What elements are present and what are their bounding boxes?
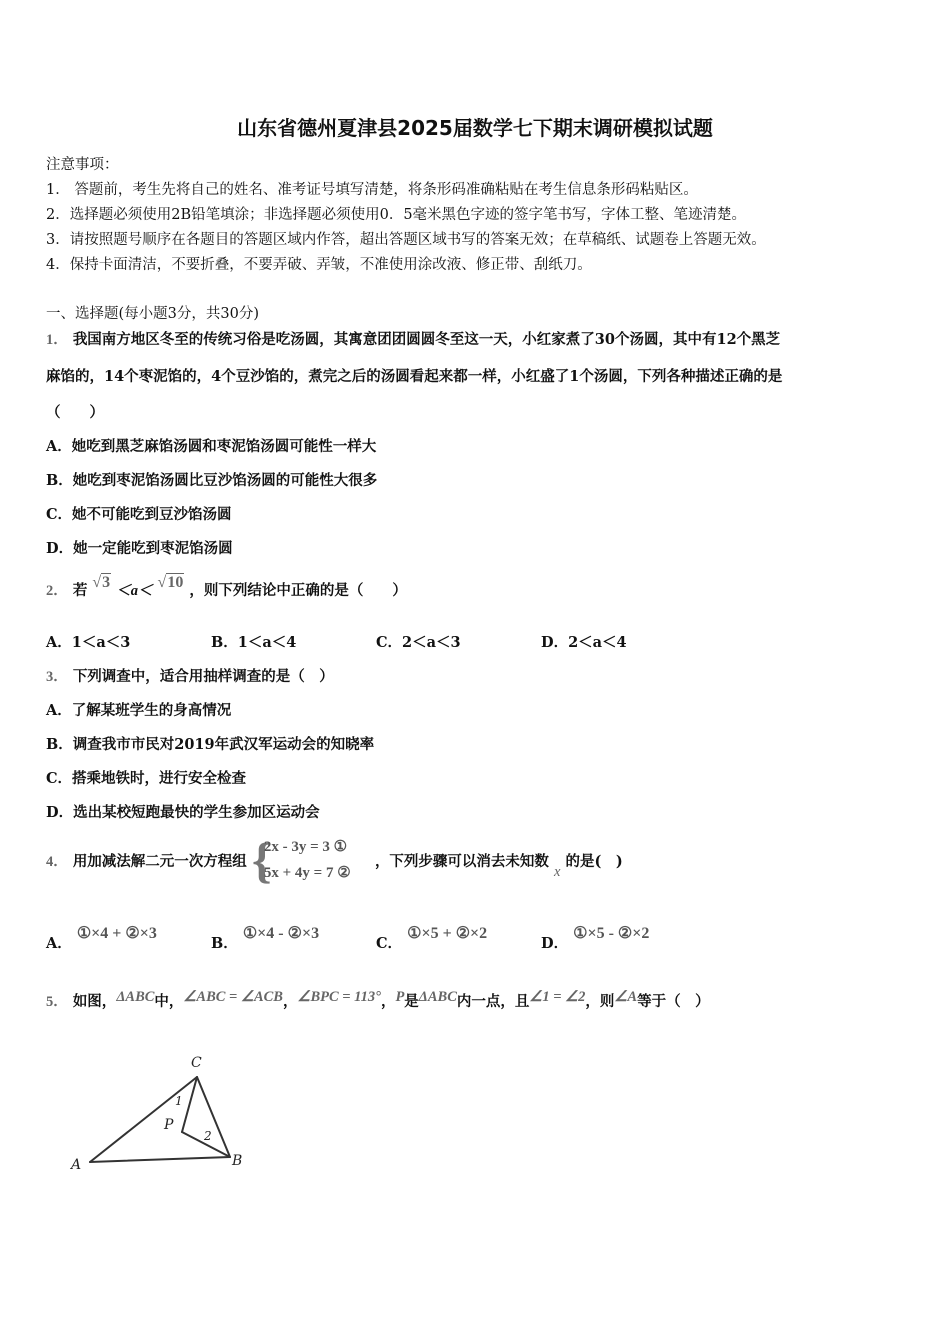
q4-stem	[46, 832, 623, 889]
side-bc	[197, 1077, 230, 1157]
q5-triangle-abc: ΔABC	[116, 989, 155, 1005]
label-b: B	[232, 1153, 243, 1169]
q2-option-a: A．1＜a＜3	[46, 634, 131, 651]
section-heading: 一、选择题(每小题3分，共30分)	[46, 306, 259, 322]
q2-option-d: D．2＜a＜4	[541, 634, 627, 651]
q5-text-8: 等于（ ）	[637, 993, 710, 1010]
q5-text-5: 是	[404, 993, 419, 1010]
q4-pre: 用加减法解二元一次方程组	[72, 853, 247, 870]
equation-1: 2x - 3y = 3 ①	[263, 839, 348, 855]
q5-triangle-abc-2: ΔABC	[418, 989, 457, 1005]
page-title: 山东省德州夏津县2025届数学七下期末调研模拟试题	[237, 116, 713, 140]
q5-text-3: ，	[282, 993, 298, 1010]
sqrt-10: √10	[157, 574, 184, 591]
q3-option-c: C．搭乘地铁时，进行安全检查	[46, 770, 247, 787]
q4-post: 的是( )	[565, 853, 623, 870]
q2-stem	[46, 574, 407, 600]
q4-option-c-expr: ①×5 + ②×2	[407, 925, 488, 942]
q2-inequality: ＜a＜	[116, 583, 153, 599]
q3-option-b: B．调查我市市民对2019年武汉军运动会的知晓率	[46, 736, 375, 753]
q4-option-d-expr: ①×5 - ②×2	[573, 925, 650, 942]
q3-number: 3．	[46, 669, 68, 685]
q5-text-6: 内一点，且	[456, 993, 530, 1010]
q4-option-b-letter: B．	[211, 935, 238, 952]
q1-stem-line1: 我国南方地区冬至的传统习俗是吃汤圆，其寓意团团圆圆冬至这一天，小红家煮了30个汤圆，其中有12个黑芝	[72, 331, 781, 348]
label-angle-2: 2	[204, 1129, 212, 1143]
q3-stem-line	[46, 665, 334, 686]
q4-option-d-letter: D．	[541, 935, 569, 952]
equation-system	[251, 832, 370, 889]
q1-option-c: C．她不可能吃到豆沙馅汤圆	[46, 506, 232, 523]
q5-angle-eq: ∠ABC = ∠ACB	[183, 989, 283, 1005]
label-angle-1: 1	[175, 1094, 183, 1108]
label-p: P	[164, 1117, 174, 1133]
q4-option-c-letter: C．	[376, 935, 403, 952]
q4-mid: ，下列步骤可以消去未知数	[374, 853, 549, 870]
q2-pre: 若	[72, 582, 88, 599]
q1-stem-line3: （ ）	[46, 404, 104, 421]
side-ac	[90, 1077, 197, 1162]
q5-angle-12: ∠1 = ∠2	[529, 989, 586, 1005]
q2-option-c: C．2＜a＜3	[376, 634, 461, 651]
notice-item-1: 1． 答题前，考生先将自己的姓名、准考证号填写清楚，将条形码准确粘贴在考生信息条形码粘贴区。	[46, 182, 698, 198]
q4-option-d	[541, 925, 650, 953]
notice-item-3: 3．请按照题号顺序在各题目的答题区域内作答，超出答题区域书写的答案无效；在草稿纸、试题卷上答题无效。	[46, 232, 766, 248]
side-ab	[90, 1157, 230, 1162]
equation-2: 5x + 4y = 7 ②	[263, 865, 351, 881]
q3-stem: 下列调查中，适合用抽样调查的是（ ）	[72, 668, 334, 685]
q5-number: 5．	[46, 994, 68, 1010]
q4-var: x	[554, 864, 561, 880]
label-a: A	[71, 1157, 82, 1173]
sqrt-3: √3	[92, 574, 111, 591]
q1-number: 1．	[46, 332, 68, 348]
label-c: C	[191, 1055, 202, 1071]
q5-angle-a: ∠A	[614, 989, 638, 1005]
q2-option-b: B．1＜a＜4	[211, 634, 297, 651]
q4-number: 4．	[46, 854, 68, 870]
q4-option-a-expr: ①×4 + ②×3	[76, 925, 157, 942]
notice-heading: 注意事项：	[46, 157, 119, 173]
segment-cp	[182, 1077, 197, 1132]
notice-item-4: 4．保持卡面清洁，不要折叠，不要弄破、弄皱，不准使用涂改液、修正带、刮纸刀。	[46, 257, 592, 273]
q3-option-a: A．了解某班学生的身高情况	[46, 702, 232, 719]
q5-text-2: 中，	[154, 993, 184, 1010]
q2-number: 2．	[46, 583, 68, 599]
q2-post: ，则下列结论中正确的是（ ）	[189, 582, 407, 599]
triangle-figure	[60, 1045, 280, 1185]
q1-stem-line2: 麻馅的，14个枣泥馅的，4个豆沙馅的，煮完之后的汤圆看起来都一样，小红盛了1个汤圆，下列各种描述正确的是	[46, 368, 783, 385]
q4-option-a-letter: A．	[46, 935, 72, 952]
q4-option-b-expr: ①×4 - ②×3	[242, 925, 320, 942]
q5-stem	[46, 990, 710, 1011]
q5-angle-bpc: ∠BPC = 113°	[297, 989, 381, 1005]
q4-option-a	[46, 925, 157, 953]
q4-option-b	[211, 925, 320, 953]
brace-icon: {	[251, 832, 272, 888]
q5-point-p: P	[395, 989, 405, 1005]
q1-option-a: A．她吃到黑芝麻馅汤圆和枣泥馅汤圆可能性一样大	[46, 438, 377, 455]
q1-line1	[46, 328, 780, 349]
q3-option-d: D．选出某校短跑最快的学生参加区运动会	[46, 804, 320, 821]
q5-text-1: 如图，	[72, 993, 117, 1010]
q1-option-b: B．她吃到枣泥馅汤圆比豆沙馅汤圆的可能性大很多	[46, 472, 378, 489]
q5-text-4: ，	[380, 993, 396, 1010]
q4-option-c	[376, 925, 488, 953]
q1-option-d: D．她一定能吃到枣泥馅汤圆	[46, 540, 233, 557]
q5-text-7: ，则	[585, 993, 615, 1010]
notice-item-2: 2．选择题必须使用2B铅笔填涂；非选择题必须使用0．5毫米黑色字迹的签字笔书写，字体工整、笔迹清楚。	[46, 207, 747, 223]
